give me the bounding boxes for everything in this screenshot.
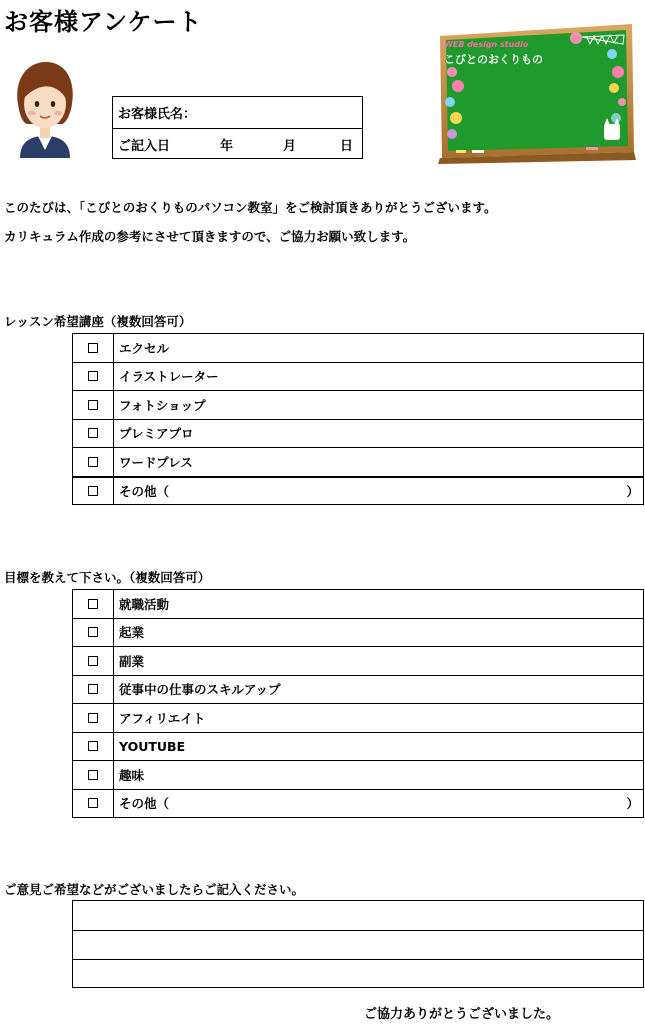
goal-option-row[interactable] [73,732,643,761]
checkbox[interactable] [88,343,98,353]
page-title: お客様アンケート [4,8,203,36]
lesson-option-row[interactable] [73,419,643,448]
option-label: 起業 [119,625,145,641]
goal-option-row[interactable] [73,646,643,675]
lessons-table [72,333,644,505]
goal-option-row[interactable] [73,760,643,789]
comments-section-label: ご意見ご希望などがございましたらご記入ください。 [4,882,305,897]
intro-line-2: カリキュラム作成の参考にさせて頂きますので、ご協力お願い致します。 [4,229,416,244]
option-label: アフィリエイト [119,710,206,726]
board-subtitle: WEB design studio [444,40,529,49]
woman-avatar-icon [10,58,80,158]
option-label: ワードプレス [119,454,193,470]
checkbox[interactable] [88,770,98,780]
month-label: 月 [283,138,297,154]
avatar [10,58,80,158]
goal-option-row[interactable] [73,675,643,704]
checkbox[interactable] [88,428,98,438]
customer-name-label: お客様氏名： [118,107,197,122]
option-label: YOUTUBE [119,738,186,754]
other-close-paren: ） [626,796,639,812]
checkbox[interactable] [88,798,98,808]
goal-option-row-other[interactable] [73,789,643,818]
checkbox[interactable] [88,400,98,410]
day-label: 日 [340,138,354,154]
checkbox[interactable] [88,713,98,723]
checkbox[interactable] [88,741,98,751]
goal-option-row[interactable] [73,589,643,618]
lesson-option-row[interactable] [73,447,643,476]
customer-info-box [112,96,363,159]
option-label: イラストレーター [119,369,219,385]
entry-date-label: ご記入日 [118,138,171,154]
option-label: 趣味 [119,767,145,783]
option-label: 就職活動 [119,596,170,612]
goal-option-row[interactable] [73,703,643,732]
comment-line[interactable] [73,901,643,930]
goals-table [72,589,644,818]
lesson-option-row[interactable] [73,333,643,362]
option-label: エクセル [119,340,170,356]
option-label: その他（ [119,796,170,812]
goals-section-label: 目標を教えて下さい。（複数回答可） [4,570,211,585]
other-close-paren: ） [626,483,639,499]
option-label: 副業 [119,653,145,669]
lessons-section-label: レッスン希望講座（複数回答可） [4,314,192,329]
customer-name-row[interactable] [113,97,362,128]
comments-box[interactable] [72,900,644,988]
checkbox[interactable] [88,656,98,666]
lesson-option-row[interactable] [73,362,643,391]
chalkboard-illustration [436,22,636,164]
goal-option-row[interactable] [73,618,643,647]
checkbox[interactable] [88,627,98,637]
checkbox[interactable] [88,599,98,609]
checkbox[interactable] [88,684,98,694]
board-title: こびとのおくりもの [444,53,543,66]
option-label: プレミアプロ [119,426,194,442]
checkbox[interactable] [88,371,98,381]
thanks-message: ご協力ありがとうございました。 [364,1007,560,1022]
checkbox[interactable] [88,457,98,467]
comment-line[interactable] [73,959,643,988]
checkbox[interactable] [88,486,98,496]
comment-line[interactable] [73,930,643,959]
option-label: フォトショップ [119,397,206,413]
entry-date-row[interactable] [113,128,362,159]
option-label: その他（ [119,483,170,499]
intro-line-1: このたびは、「こびとのおくりものパソコン教室」をご検討頂きありがとうございます。 [4,200,497,215]
lesson-option-row-other[interactable] [73,476,643,505]
year-label: 年 [220,138,234,154]
option-label: 従事中の仕事のスキルアップ [119,682,281,698]
lesson-option-row[interactable] [73,390,643,419]
